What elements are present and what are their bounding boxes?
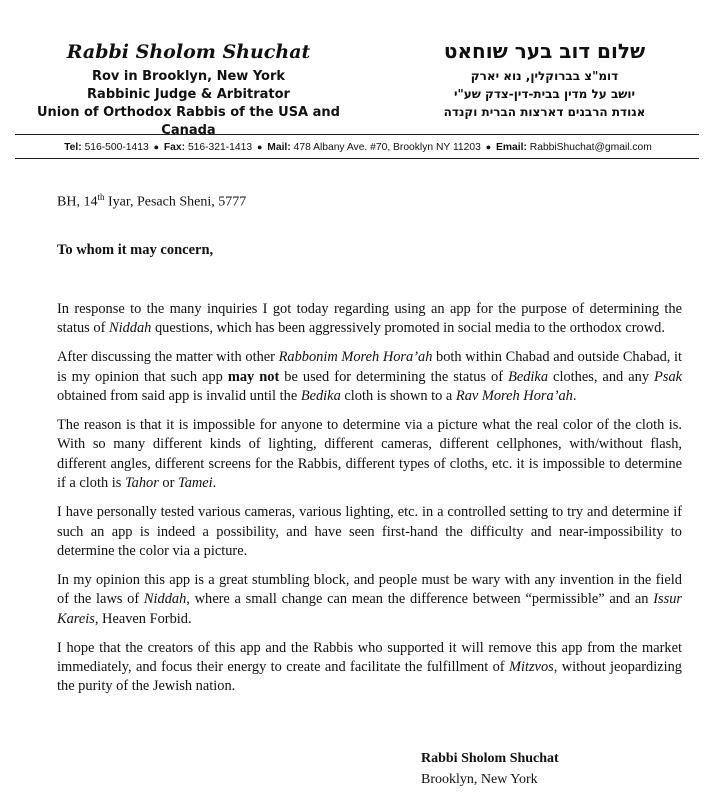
date-ordinal: th	[97, 192, 105, 202]
email-value: RabbiShuchat@gmail.com	[529, 142, 652, 153]
mail-label: Mail:	[267, 142, 291, 153]
italic-term: Psak	[654, 368, 683, 385]
text-run: In my opinion this app is a great stumbling block, and people must be wary with any invention in the field of the laws of	[57, 571, 682, 608]
fax-label: Fax:	[163, 142, 186, 153]
text-run: I have personally tested various cameras, various lighting, etc. in a controlled setting to try and determine if such an app is indeed a possibility, and have seen first-hand the difficulty and near-impossibility to determine the color via a picture.	[57, 504, 682, 559]
text-run: obtained from said app is invalid until the	[57, 388, 301, 405]
date-suffix: Iyar, Pesach Sheni, 5777	[104, 194, 247, 210]
contact-bar	[16, 140, 700, 155]
letterhead-name-hebrew: שלום דוב בער שוחאט	[443, 39, 646, 63]
email-label: Email:	[496, 142, 527, 153]
bullet-icon: ●	[153, 142, 160, 152]
letterhead-title-line: Rabbinic Judge & Arbitrator	[87, 87, 290, 102]
italic-term: Bedika	[300, 388, 341, 405]
body-paragraph	[57, 348, 682, 406]
fax-value: 516-321-1413	[187, 142, 253, 153]
text-run: After discussing the matter with other	[57, 349, 279, 366]
letterhead	[0, 0, 714, 140]
text-run: , where a small change can mean the difference between “permissible” and an	[186, 591, 654, 608]
text-run: I hope that the creators of this app and the Rabbis who supported it will remove this app from the market immediately, and focus their energy to create and facilitate the fulfillment of	[57, 639, 682, 675]
bold-text: may not	[227, 368, 280, 385]
letter-body	[57, 300, 682, 706]
english-letterhead	[16, 40, 361, 140]
italic-term: Mitzvos	[508, 659, 554, 675]
italic-term: Tamei	[178, 475, 213, 492]
text-run: questions, which has been aggressively promoted in social media to the orthodox crowd.	[151, 320, 665, 337]
text-run: .	[212, 475, 217, 492]
signature-location: Brooklyn, New York	[421, 772, 538, 787]
signature-name: Rabbi Sholom Shuchat	[421, 751, 559, 766]
body-paragraph	[57, 571, 682, 629]
italic-term: Rabbonim Moreh Hora’ah	[278, 349, 433, 366]
bullet-icon: ●	[485, 142, 492, 152]
text-run: cloth is shown to a	[340, 388, 456, 405]
body-paragraph	[57, 416, 682, 494]
letter-date	[57, 192, 246, 211]
signature-block	[421, 748, 559, 790]
text-run: , Heaven Forbid.	[94, 610, 192, 627]
text-run: both within Chabad and outside Chabad, it is my opinion that such app	[57, 349, 682, 385]
tel-label: Tel:	[64, 142, 82, 153]
italic-term: Niddah	[108, 320, 152, 337]
letterhead-hebrew-line: אגודת הרבנים דארצות הברית וקנדה	[443, 105, 646, 119]
text-run: , without jeopardizing the purity of the Jewish nation.	[57, 659, 682, 695]
italic-term: Bedika	[508, 368, 549, 385]
letterhead-hebrew-line: דומ"צ בברוקלין, נוא יארק	[470, 69, 619, 83]
contact-divider-top	[15, 134, 699, 135]
body-paragraph	[57, 503, 682, 561]
text-run: be used for determining the status of	[279, 368, 509, 385]
italic-term: Rav Moreh Hora’ah	[455, 388, 573, 405]
body-paragraph	[57, 639, 682, 697]
text-run: In response to the many inquiries I got today regarding using an app for the purpose of determining the status of	[57, 301, 682, 337]
hebrew-letterhead	[392, 38, 697, 121]
text-run: clothes, and any	[548, 368, 655, 385]
letterhead-title-line: Rov in Brooklyn, New York	[91, 69, 286, 84]
italic-term: Tahor	[124, 475, 159, 492]
italic-term: Issur Kareis	[57, 591, 682, 627]
date-prefix: BH, 14	[57, 194, 98, 210]
text-run: .	[572, 388, 577, 405]
letterhead-name-english: Rabbi Sholom Shuchat	[66, 41, 311, 63]
mail-value: 478 Albany Ave. #70, Brooklyn NY 11203	[293, 142, 481, 153]
salutation: To whom it may concern,	[57, 242, 214, 258]
text-run: The reason is that it is impossible for anyone to determine via a picture what the real color of the cloth is. With so many different kinds of lighting, different cameras, different cellphones, with/without flash, different angles, different screens for the Rabbis, different types of cloths, etc. it is impossible to determine if a cloth is	[57, 417, 682, 492]
contact-divider-bottom	[15, 158, 699, 159]
italic-term: Niddah	[143, 591, 187, 608]
body-paragraph	[57, 300, 682, 339]
letterhead-hebrew-line: יושב על מדין בבית-דין-צדק שע"י	[453, 87, 636, 101]
letterhead-title-line: Union of Orthodox Rabbis of the USA and Canada	[37, 105, 340, 138]
tel-value: 516-500-1413	[84, 142, 149, 153]
bullet-icon: ●	[256, 142, 263, 152]
text-run: or	[158, 475, 179, 492]
